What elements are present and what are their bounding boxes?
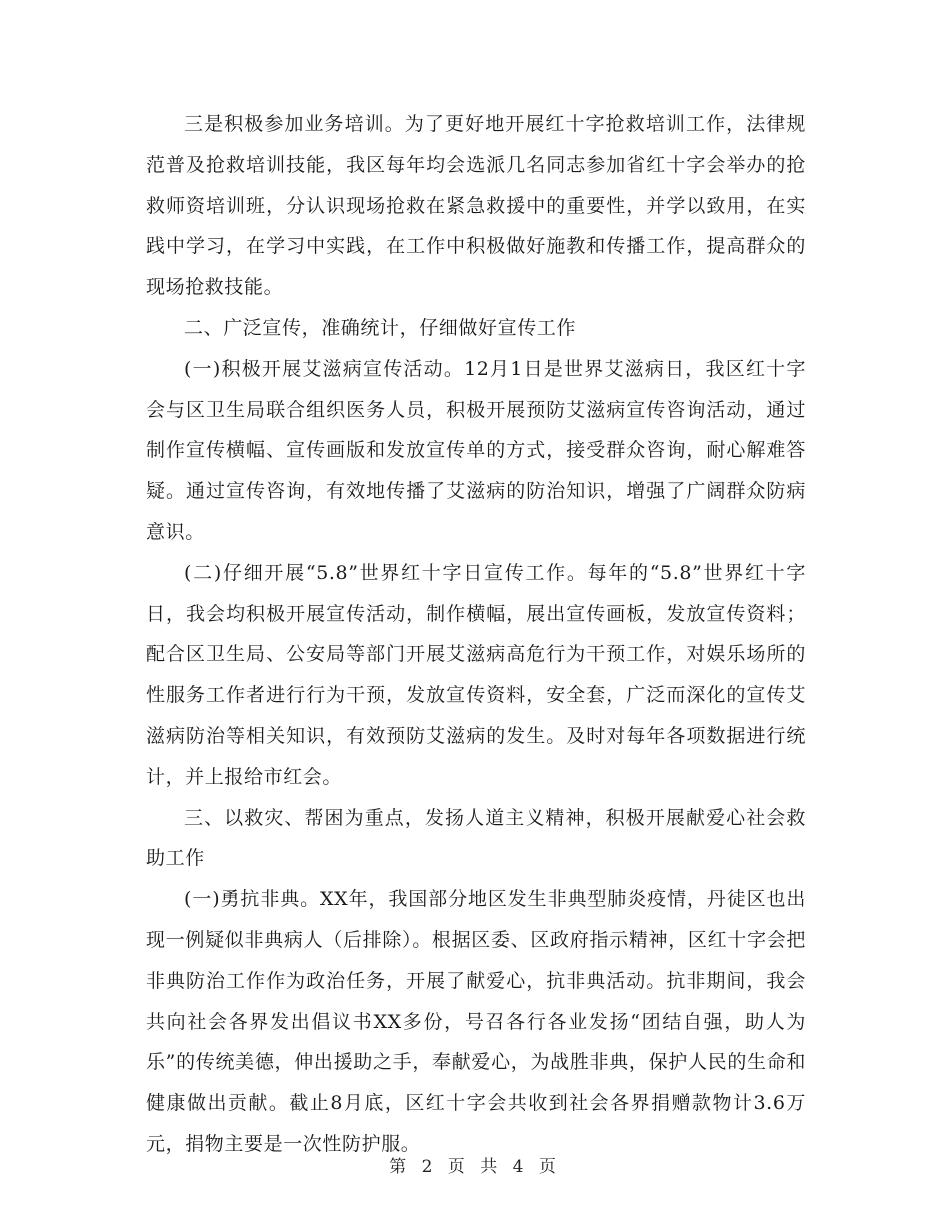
document-body <box>146 104 806 1165</box>
paragraph-red-cross-day: (二)仔细开展“5.8”世界红十字日宣传工作。每年的“5.8”世界红十字日，我会均积极开展宣传活动，制作横幅，展出宣传画板，发放宣传资料；配合区卫生局、公安局等部门开展艾滋病高危行为干预工作，对娱乐场所的性服务工作者进行行为干预，发放宣传资料，安全套，广泛而深化的宣传艾滋病防治等相关知识，有效预防艾滋病的发生。及时对每年各项数据进行统计，并上报给市红会。 <box>146 561 806 788</box>
paragraph-aids-campaign: (一)积极开展艾滋病宣传活动。12月1日是世界艾滋病日，我区红十字会与区卫生局联合组织医务人员，积极开展预防艾滋病宣传咨询活动，通过制作宣传横幅、宣传画版和发放宣传单的方式，接受群众咨询，耐心解难答疑。通过宣传咨询，有效地传播了艾滋病的防治知识，增强了广阔群众防病意识。 <box>146 357 806 543</box>
section-heading-relief: 三、以救灾、帮困为重点，发扬人道主义精神，积极开展献爱心社会救助工作 <box>146 806 806 870</box>
paragraph-training: 三是积极参加业务培训。为了更好地开展红十字抢救培训工作，法律规范普及抢救培训技能，我区每年均会选派几名同志参加省红十字会举办的抢救师资培训班，分认识现场抢救在紧急救援中的重要性，并学以致用，在实践中学习，在学习中实践，在工作中积极做好施教和传播工作，提高群众的现场抢救技能。 <box>146 113 806 299</box>
section-heading-publicity: 二、广泛宣传，准确统计，仔细做好宣传工作 <box>184 316 577 339</box>
page-number-footer: 第 2 页 共 4 页 <box>389 1157 561 1177</box>
paragraph-sars: (一)勇抗非典。XX年，我国部分地区发生非典型肺炎疫情，丹徒区也出现一例疑似非典病人（后排除）。根据区委、区政府指示精神，区红十字会把非典防治工作作为政治任务，开展了献爱心，抗非典活动。抗非期间，我会共向社会各界发出倡议书XX多份，号召各行各业发扬“团结自强，助人为乐”的传统美德，伸出援助之手，奉献爱心，为战胜非典，保护人民的生命和健康做出贡献。截止8月底，区红十字会共收到社会各界捐赠款物计3.6万元，捐物主要是一次性防护服。 <box>146 888 806 1155</box>
